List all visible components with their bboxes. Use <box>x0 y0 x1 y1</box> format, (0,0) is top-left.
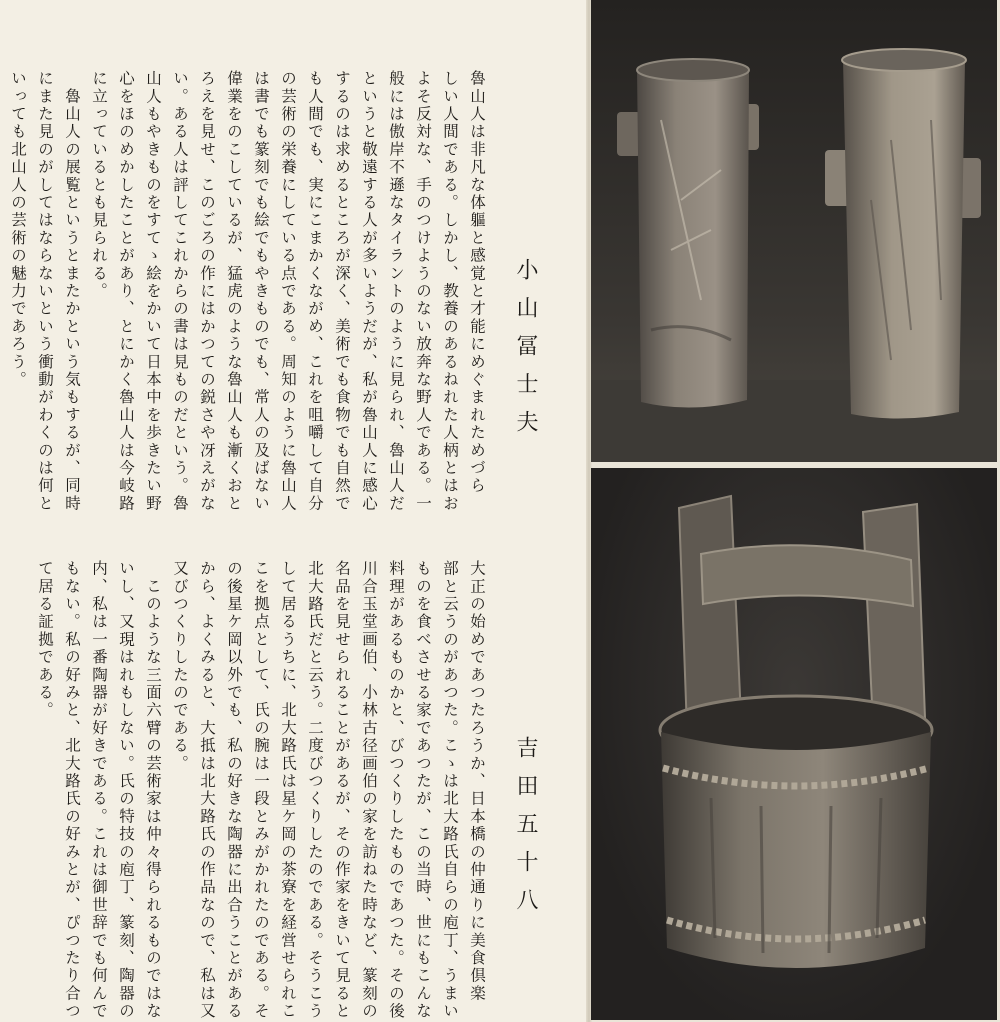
author-yoshida: 吉田五十八 <box>513 736 538 926</box>
photo-two-vases <box>591 0 997 462</box>
bucket-body <box>660 696 932 968</box>
essay-koyama: 魯山人は非凡な体軀と感覚と才能にめぐまれためづら しい人間である。しかし、教養のあるねれた人柄とはお よそ反対な、手のつけようのない放奔な野人である。一 般には傲岸不遜なタイラントのように見られ、魯山人だ というと敬遠する人が多いようだが、私が魯山人に感心 するのは求めるところが深く、美術でも食物でも自然で も人間でも、実にこまかくながめ、これを咀嚼して自分 の芸術の栄養にしている点である。周知のように魯山人 は書でも篆刻でも絵でもやきものでも、常人の及ばない 偉業をのこしているが、猛虎のような魯山人も漸くおと ろえを見せ、このごろの作にはかつての鋭さや冴えがな い。ある人は評してこれからの書は見ものだという。魯 山人もやきものをすてゝ絵をかいて日本中を歩きたい野 心をほのめかしたことがあり、とにかく魯山人は今岐路 に立っているとも見られる。 魯山人の展覧というとまたかという気もするが、同時 にまた見のがしてはならないという衝動がわくのは何と いっても北山人の芸術の魅力であろう。 <box>9 70 486 513</box>
right-vase <box>825 49 981 419</box>
vases-illustration <box>591 0 997 462</box>
left-vase <box>617 59 759 408</box>
essay-yoshida: 大正の始めであつたろうか、日本橋の仲通りに美食倶楽 部と云うのがあつた。こゝは北大路氏自らの庖丁、うまい ものを食べさせる家であつたが、この当時、世にもこんな 料理があるものかと、びつくりしたものであつた。その後 川合玉堂画伯、小林古径画伯の家を訪ねた時など、篆刻の 名品を見せられることがあるが、その作家をきいて見ると 北大路氏だと云う。二度びつくりしたのである。そうこう して居るうちに、北大路氏は星ケ岡の茶寮を経営せられこ こを拠点として、氏の腕は一段とみがかれたのである。そ の後星ケ岡以外でも、私の好きな陶器に出合うことがある から、よくみると、大抵は北大路氏の作品なので、私は又 又びつくりしたのである。 このような三面六臂の芸術家は仲々得られるものではな いし、又現はれもしない。氏の特技の庖丁、篆刻、陶器の 内、私は一番陶器が好きである。これは御世辞でも何んで もない。私の好みと、北大路氏の好みとが、ぴつたり合つ て居る証拠である。 <box>36 560 486 1021</box>
photo-well-bucket <box>591 468 997 1020</box>
bucket-illustration <box>591 468 997 1020</box>
author-koyama: 小山冨士夫 <box>513 258 538 448</box>
